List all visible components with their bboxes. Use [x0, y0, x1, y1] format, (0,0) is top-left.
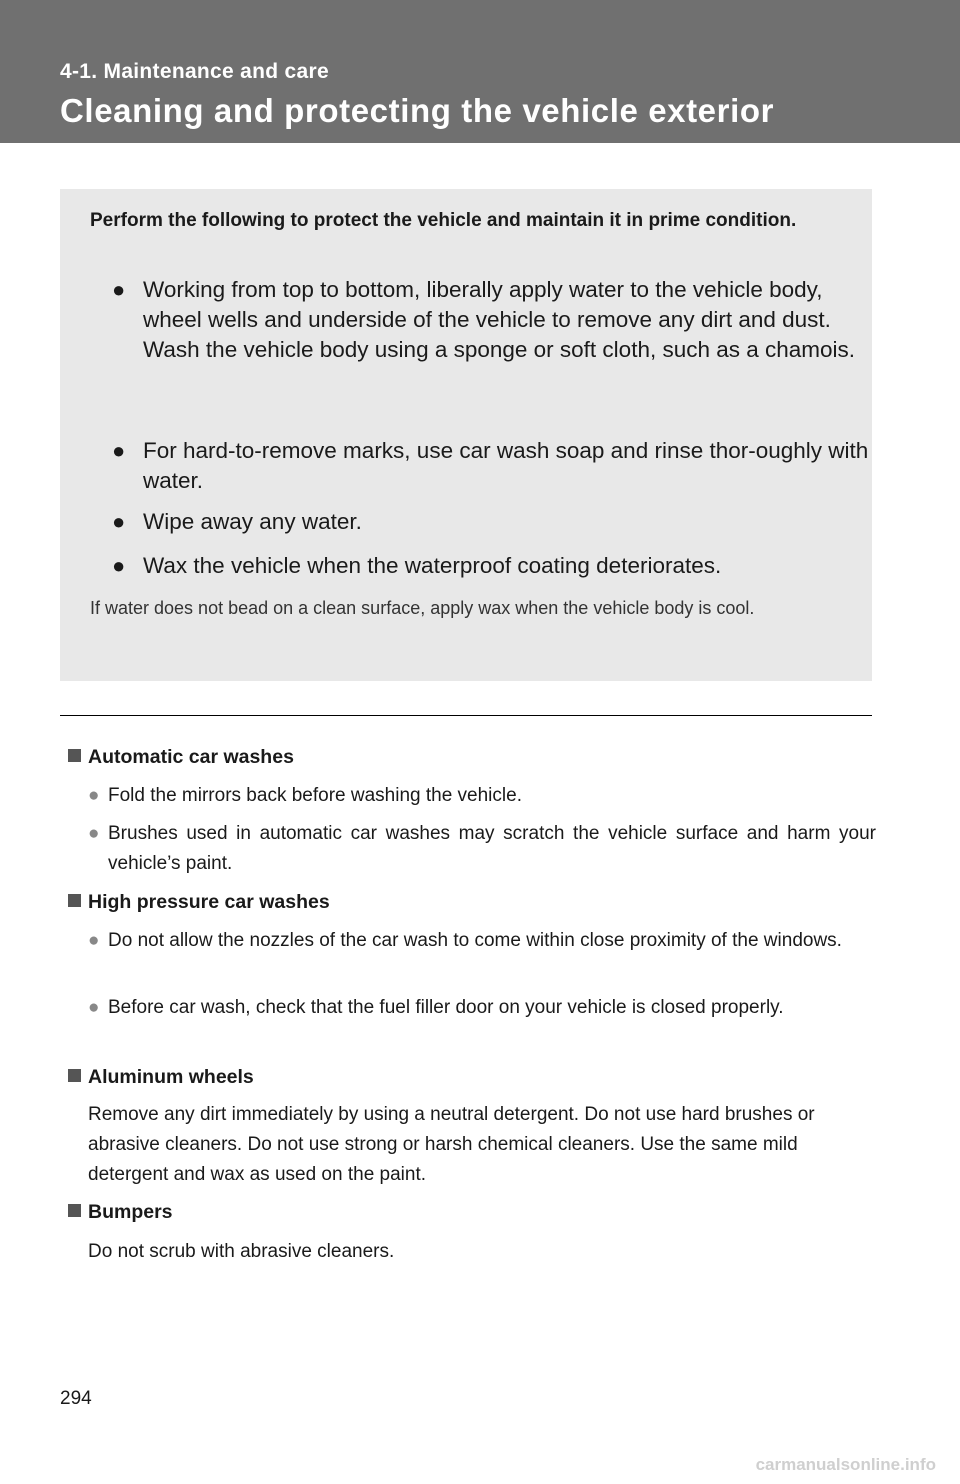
section-heading-text: Bumpers	[88, 1201, 173, 1223]
info-item-text: Working from top to bottom, liberally apply water to the vehicle body, wheel wells and underside of the vehicle to remove any dirt and dust.	[143, 277, 831, 332]
list-item	[88, 926, 876, 956]
list-item	[88, 781, 876, 811]
page-number: 294	[60, 1388, 92, 1409]
section-heading-text: High pressure car washes	[88, 891, 330, 913]
info-item	[112, 275, 873, 365]
section-heading-text: Automatic car washes	[88, 746, 294, 768]
section-paragraph: Do not scrub with abrasive cleaners.	[88, 1241, 395, 1262]
info-item-text: For hard-to-remove marks, use car wash soap and rinse thor-oughly with water.	[143, 438, 869, 493]
info-item	[112, 507, 873, 537]
bullet-icon: ●	[112, 553, 126, 578]
bullet-icon: ●	[112, 438, 126, 463]
info-item	[112, 436, 873, 496]
bullet-icon: ●	[88, 823, 100, 844]
info-item	[112, 551, 873, 581]
section-heading	[68, 1201, 173, 1224]
list-item-text: Brushes used in automatic car washes may scratch the vehicle surface and harm your vehicle’s paint.	[108, 823, 876, 874]
list-item-text: Before car wash, check that the fuel filler door on your vehicle is closed properly.	[108, 997, 784, 1018]
section-heading-text: Aluminum wheels	[88, 1066, 254, 1088]
bullet-icon: ●	[112, 509, 126, 534]
page-header	[0, 0, 960, 143]
info-item-text: Wax the vehicle when the waterproof coating deteriorates.	[143, 553, 722, 578]
section-heading	[68, 1066, 254, 1089]
list-item-text: Fold the mirrors back before washing the vehicle.	[108, 785, 522, 806]
info-item-text: Wipe away any water.	[143, 509, 362, 534]
bullet-icon: ●	[112, 277, 126, 302]
bullet-icon: ●	[88, 785, 100, 806]
square-bullet-icon	[68, 749, 81, 762]
square-bullet-icon	[68, 894, 81, 907]
square-bullet-icon	[68, 1069, 81, 1082]
list-item	[88, 993, 876, 1023]
section-divider	[60, 715, 872, 716]
info-box	[60, 189, 872, 681]
section-heading	[68, 891, 330, 914]
info-note: If water does not bead on a clean surface, apply wax when the vehicle body is cool.	[90, 598, 755, 618]
info-item-text: Wash the vehicle body using a sponge or soft cloth, such as a chamois.	[143, 337, 856, 362]
info-intro: Perform the following to protect the vehicle and maintain it in prime condition.	[90, 210, 797, 231]
square-bullet-icon	[68, 1204, 81, 1217]
section-paragraph: Remove any dirt immediately by using a neutral detergent. Do not use hard brushes or abrasive cleaners. Do not use strong or harsh chemical cleaners. Use the same mild detergent and wax as used on the paint.	[88, 1104, 815, 1185]
section-label: 4-1. Maintenance and care	[60, 60, 329, 83]
list-item	[88, 819, 876, 879]
list-item-text: Do not allow the nozzles of the car wash to come within close proximity of the windows.	[108, 930, 842, 951]
section-heading	[68, 746, 294, 769]
bullet-icon: ●	[88, 930, 100, 951]
watermark: carmanualsonline.info	[755, 1455, 936, 1474]
page-title: Cleaning and protecting the vehicle exterior	[60, 92, 775, 129]
bullet-icon: ●	[88, 997, 100, 1018]
